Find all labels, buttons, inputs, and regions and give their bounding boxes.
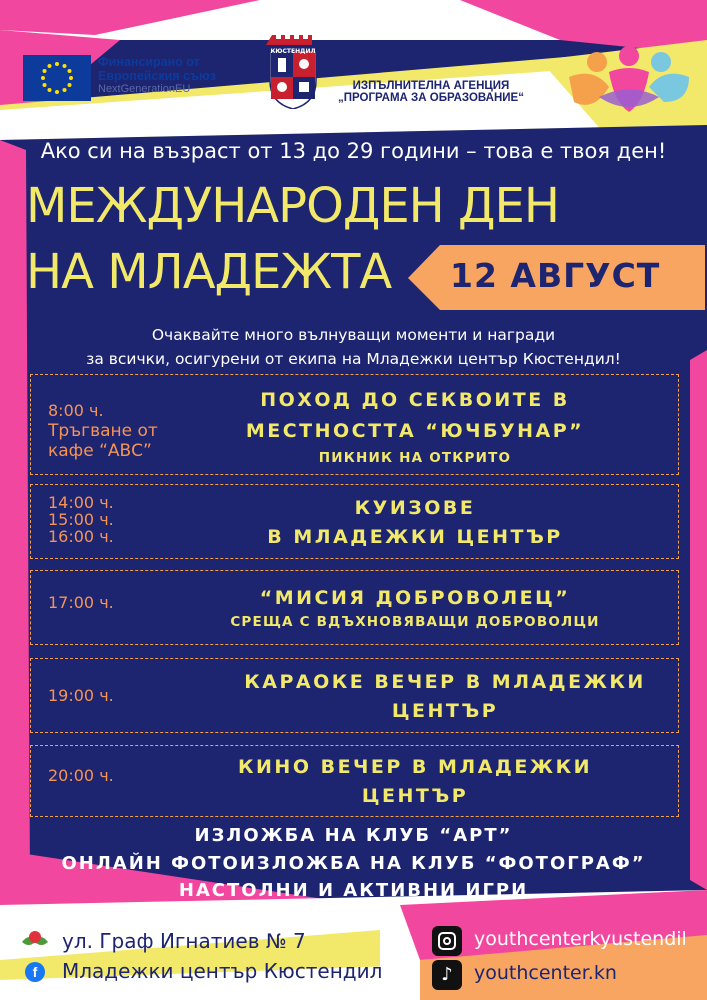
event-time-line: 16:00 ч. (48, 527, 114, 546)
event-time (48, 494, 114, 545)
agency-line2: „ПРОГРАМА ЗА ОБРАЗОВАНИЕ“ (338, 92, 524, 104)
event-title-line: КАРАОКЕ ВЕЧЕР В МЛАДЕЖКИ (244, 671, 646, 693)
title-line2: НА МЛАДЕЖТА (26, 244, 392, 300)
event-time-line: 15:00 ч. (48, 510, 114, 529)
agency-line1: ИЗПЪЛНИТЕЛНА АГЕНЦИЯ (352, 80, 510, 92)
title-line1: МЕЖДУНАРОДЕН ДЕН (26, 178, 559, 234)
event-time-line: кафе “АВС” (48, 441, 152, 461)
instagram-link[interactable]: youthcenterkyustendil (474, 928, 687, 950)
instagram-icon[interactable] (432, 926, 462, 956)
event-time-line: 8:00 ч. (48, 401, 104, 420)
tiktok-icon[interactable]: ♪ (432, 960, 462, 990)
intro-text: Ако си на възраст от 13 до 29 години – това е твоя ден! (40, 139, 667, 163)
eu-line1: Финансирано от (98, 55, 200, 69)
event-title (200, 386, 630, 468)
facebook-icon[interactable]: f (25, 962, 45, 982)
eu-flag-icon (23, 55, 91, 101)
facebook-link[interactable]: Младежки център Кюстендил (62, 959, 383, 983)
agency-text (338, 80, 524, 104)
eu-line2: Европейския съюз (98, 69, 216, 83)
tiktok-link[interactable]: youthcenter.kn (474, 962, 617, 984)
event-title-line: ПОХОД ДО СЕКВОИТЕ В (260, 389, 570, 411)
event-time-line: 14:00 ч. (48, 493, 114, 512)
event-time: 19:00 ч. (48, 686, 114, 705)
municipality-crest (266, 33, 320, 109)
event-title (200, 494, 630, 552)
event-subtitle: СРЕЩА С ВДЪХНОВЯВАЩИ ДОБРОВОЛЦИ (230, 614, 600, 630)
event-title-line: ЦЕНТЪР (391, 700, 499, 722)
address-text: ул. Граф Игнатиев № 7 (62, 929, 306, 953)
subtitle-line2: за всички, осигурени от екипа на Младежки център Кюстендил! (86, 350, 621, 368)
date-badge: 12 АВГУСТ (450, 256, 661, 295)
event-time-line: Тръгване от (48, 421, 158, 441)
event-title-line: ЦЕНТЪР (361, 785, 469, 807)
event-time (48, 401, 158, 461)
extra-item: ОНЛАЙН ФОТОИЗЛОЖБА НА КЛУБ “ФОТОГРАФ” (61, 853, 646, 874)
event-title (200, 585, 630, 633)
event-title-line: КУИЗОВЕ (354, 497, 476, 519)
subtitle-line1: Очаквайте много вълнуващи моменти и награди (151, 326, 556, 344)
event-time: 20:00 ч. (48, 766, 114, 785)
event-title-line: МЕСТНОСТТА “ЮЧБУНАР” (245, 420, 585, 442)
event-title-line: В МЛАДЕЖКИ ЦЕНТЪР (267, 526, 563, 548)
people-icon (564, 42, 694, 122)
crest-label: КЮСТЕНДИЛ (270, 48, 316, 55)
event-subtitle: ПИКНИК НА ОТКРИТО (318, 450, 512, 466)
eu-logo (23, 55, 91, 101)
agency-logo (564, 42, 694, 122)
extra-item: ИЗЛОЖБА НА КЛУБ “АРТ” (194, 825, 513, 846)
eu-text (98, 55, 216, 95)
event-time: 17:00 ч. (48, 593, 114, 612)
event-title-line: КИНО ВЕЧЕР В МЛАДЕЖКИ (237, 756, 592, 778)
event-title (225, 668, 665, 726)
location-pin-icon (20, 928, 50, 950)
event-title (200, 753, 630, 811)
extra-item: НАСТОЛНИ И АКТИВНИ ИГРИ (178, 880, 529, 901)
eu-line3: NextGenerationEU (98, 83, 191, 95)
subtitle (0, 323, 707, 371)
crest-icon (266, 33, 320, 109)
event-title-line: “МИСИЯ ДОБРОВОЛЕЦ” (259, 587, 571, 609)
